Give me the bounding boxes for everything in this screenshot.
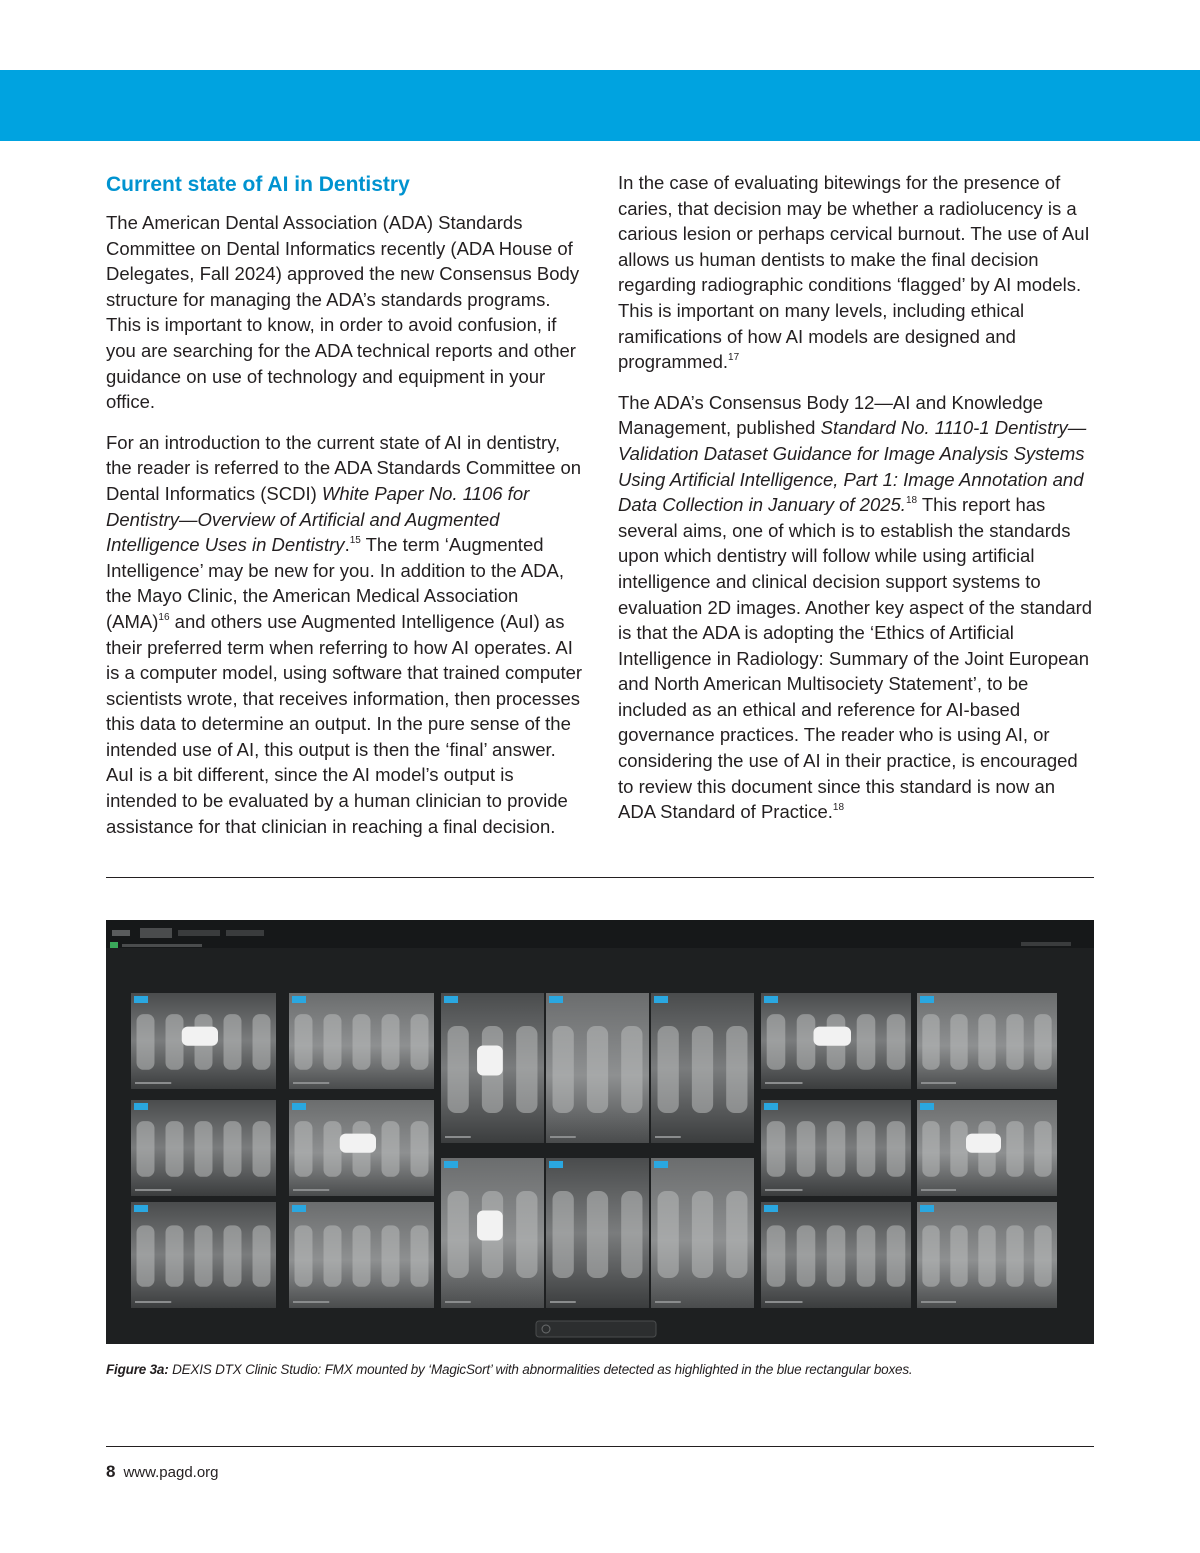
tooth-shape (621, 1026, 642, 1113)
tooth-shape (137, 1014, 155, 1070)
ai-detection-box (920, 1103, 934, 1110)
restoration-shape (477, 1046, 503, 1076)
ai-detection-box (292, 1205, 306, 1212)
reference-marker: 16 (158, 611, 170, 623)
film-label (445, 1136, 471, 1138)
header-band (0, 70, 1200, 141)
tooth-shape (382, 1014, 400, 1070)
toolbar-tab (226, 930, 264, 936)
film-label (765, 1082, 803, 1084)
tooth-shape (353, 1225, 371, 1286)
tooth-shape (166, 1225, 184, 1286)
ai-detection-box (654, 1161, 668, 1168)
tooth-shape (887, 1121, 906, 1177)
tooth-shape (1034, 1121, 1051, 1177)
film-label (135, 1301, 171, 1303)
tooth-shape (382, 1225, 400, 1286)
tooth-shape (166, 1121, 184, 1177)
tooth-shape (797, 1121, 816, 1177)
tooth-shape (767, 1225, 786, 1286)
film-label (655, 1136, 681, 1138)
tooth-shape (950, 1121, 967, 1177)
tooth-shape (295, 1014, 313, 1070)
tooth-shape (827, 1121, 846, 1177)
citation-title: White Paper No. 1106 for Dentistry—Overview of Artificial and Augmented Intelligence Uses in Dentistry (106, 482, 530, 556)
tooth-shape (950, 1014, 967, 1070)
tooth-shape (448, 1026, 469, 1113)
restoration-shape (814, 1027, 852, 1046)
fmx-radiograph-mount (106, 920, 1094, 1344)
ai-detection-box (444, 996, 458, 1003)
status-bar (536, 1321, 656, 1337)
reference-marker: 17 (728, 352, 740, 363)
ai-detection-box (134, 996, 148, 1003)
ai-detection-box (920, 1205, 934, 1212)
figure-caption: Figure 3a: DEXIS DTX Clinic Studio: FMX mounted by ‘MagicSort’ with abnormalities detected as highlighted in the blue rectangular boxes. (106, 1362, 913, 1377)
toolbar-tab (140, 928, 172, 938)
tooth-shape (253, 1014, 271, 1070)
left-column (106, 170, 584, 854)
ai-detection-box (764, 1205, 778, 1212)
toolbar-icon (112, 930, 130, 936)
film-label (293, 1189, 329, 1191)
tooth-shape (827, 1225, 846, 1286)
tooth-shape (553, 1026, 574, 1113)
tooth-shape (587, 1026, 608, 1113)
tooth-shape (353, 1014, 371, 1070)
ai-detection-box (764, 1103, 778, 1110)
paragraph: In the case of evaluating bitewings for the presence of caries, that decision may be whether a radiolucency is a carious lesion or perhaps cervical burnout. The use of AuI allows us human dentists to make the final decision regarding radiographic conditions ‘flagged’ by AI models. This is important on many levels, including ethical ramifications of how AI models are designed and programmed.$^{17}$ (618, 172, 1090, 373)
toolbar-tab (178, 930, 220, 936)
film-label (921, 1082, 956, 1084)
reference-marker: 18 (832, 802, 845, 814)
tooth-shape (887, 1225, 906, 1286)
tooth-shape (411, 1225, 429, 1286)
tooth-shape (411, 1121, 429, 1177)
section-heading: Current state of AI in Dentistry (106, 173, 410, 196)
tooth-shape (857, 1225, 876, 1286)
tooth-shape (692, 1191, 713, 1278)
tooth-shape (1034, 1014, 1051, 1070)
tooth-shape (1006, 1014, 1023, 1070)
film-label (550, 1136, 576, 1138)
ai-detection-box (292, 1103, 306, 1110)
paragraph: The ADA’s Consensus Body 12—AI and Knowledge Management, published Standard No. 1110-1 Dentistry—Validation Dataset Guidance for Image Analysis Systems Using Artificial Intelligence, Part 1: Image Annotation and Data Collection in January of 2025.18 This report has several aims, one of which is to establish the standards upon which dentistry will follow while using artificial intelligence and clinical decision support systems to evaluation 2D images. Another key aspect of the standard is that the ADA is adopting the ‘Ethics of Artificial Intelligence in Radiology: Summary of the Joint European and North American Multisociety Statement’, to be included as an ethical and reference for AI-based governance practices. The reader who is using AI, or considering the use of AI in their practice, is encouraged to review this document since this standard is now an ADA Standard of Practice.$^{18}$ (618, 391, 1093, 823)
restoration-shape (182, 1027, 218, 1046)
ai-detection-box (549, 1161, 563, 1168)
tooth-shape (922, 1014, 939, 1070)
tooth-shape (324, 1225, 342, 1286)
tooth-shape (767, 1121, 786, 1177)
reference-marker: 18 (905, 494, 918, 506)
film-label (921, 1189, 956, 1191)
restoration-shape (477, 1211, 503, 1241)
tooth-shape (726, 1191, 747, 1278)
tooth-shape (253, 1225, 271, 1286)
divider (106, 877, 1094, 878)
film-label (921, 1301, 956, 1303)
tooth-shape (726, 1026, 747, 1113)
ai-detection-box (292, 996, 306, 1003)
tooth-shape (658, 1026, 679, 1113)
tooth-shape (797, 1225, 816, 1286)
tooth-shape (224, 1014, 242, 1070)
tooth-shape (1006, 1225, 1023, 1286)
film-label (765, 1189, 803, 1191)
film-label (135, 1189, 171, 1191)
tooth-shape (137, 1121, 155, 1177)
tooth-shape (137, 1225, 155, 1286)
right-column (618, 170, 1096, 840)
tooth-shape (978, 1014, 995, 1070)
film-label (765, 1301, 803, 1303)
paragraph: For an introduction to the current state of AI in dentistry, the reader is referred to the ADA Standards Committee on Dental Informatics (SCDI) White Paper No. 1106 for Dentistry—Overview of Artificial and Augmented Intelligence Uses in Dentistry.$^{15}$ The term ‘Augmented Intelligence’ may be new for you. In addition to the ADA, the Mayo Clinic, the American Medical Association (AMA)$^{16}$ and others use Augmented Intelligence (AuI) as their preferred term when referring to how AI operates. AI is a computer model, using software that trained computer scientists wrote, that receives information, then processes this data to determine an output. In the pure sense of the intended use of AI, this output is then the ‘final’ answer. AuI is a bit different, since the AI model’s output is intended to be evaluated by a human clinician to provide assistance for that clinician in reaching a final decision. (106, 431, 583, 837)
restoration-shape (340, 1134, 376, 1153)
tooth-shape (553, 1191, 574, 1278)
tooth-shape (887, 1014, 906, 1070)
tooth-shape (324, 1121, 342, 1177)
ai-detection-box (134, 1103, 148, 1110)
tooth-shape (658, 1191, 679, 1278)
tooth-shape (767, 1014, 786, 1070)
tooth-shape (516, 1026, 537, 1113)
status-indicator (110, 942, 118, 948)
tooth-shape (166, 1014, 184, 1070)
tooth-shape (382, 1121, 400, 1177)
tooth-shape (224, 1121, 242, 1177)
tooth-shape (195, 1121, 213, 1177)
tooth-shape (516, 1191, 537, 1278)
tooth-shape (253, 1121, 271, 1177)
film-label (445, 1301, 471, 1303)
ai-detection-box (549, 996, 563, 1003)
film-label (550, 1301, 576, 1303)
ai-detection-box (134, 1205, 148, 1212)
reference-marker: 15 (349, 534, 361, 546)
tooth-shape (1034, 1225, 1051, 1286)
tooth-shape (950, 1225, 967, 1286)
film-label (655, 1301, 681, 1303)
tooth-shape (295, 1121, 313, 1177)
citation-title: Standard No. 1110-1 Dentistry—Validation Dataset Guidance for Image Analysis Systems Using Artificial Intelligence, Part 1: Image Annotation and Data Collection in January of 2025. (618, 417, 1087, 516)
radiograph-figure (106, 920, 1094, 1344)
page-footer (106, 1462, 219, 1482)
ai-detection-box (764, 996, 778, 1003)
tooth-shape (621, 1191, 642, 1278)
page-number: 8 (106, 1462, 116, 1481)
tooth-shape (922, 1121, 939, 1177)
tooth-shape (224, 1225, 242, 1286)
film-label (293, 1082, 329, 1084)
tooth-shape (857, 1014, 876, 1070)
tooth-shape (922, 1225, 939, 1286)
tooth-shape (295, 1225, 313, 1286)
tooth-shape (692, 1026, 713, 1113)
film-label (293, 1301, 329, 1303)
ai-detection-box (920, 996, 934, 1003)
divider (106, 1446, 1094, 1447)
paragraph: The American Dental Association (ADA) Standards Committee on Dental Informatics recently (ADA House of Delegates, Fall 2024) approved the new Consensus Body structure for managing the ADA’s standards programs. This is important to know, in order to avoid confusion, if you are searching for the ADA technical reports and other guidance on use of technology and equipment in your office. (106, 212, 580, 413)
film-label (135, 1082, 171, 1084)
tooth-shape (195, 1225, 213, 1286)
tooth-shape (411, 1014, 429, 1070)
restoration-shape (966, 1134, 1001, 1153)
tooth-shape (448, 1191, 469, 1278)
tooth-shape (797, 1014, 816, 1070)
tooth-shape (857, 1121, 876, 1177)
tooth-shape (1006, 1121, 1023, 1177)
website-link[interactable]: www.pagd.org (123, 1464, 219, 1481)
tooth-shape (324, 1014, 342, 1070)
ai-detection-box (654, 996, 668, 1003)
tooth-shape (978, 1225, 995, 1286)
ai-detection-box (444, 1161, 458, 1168)
tooth-shape (587, 1191, 608, 1278)
